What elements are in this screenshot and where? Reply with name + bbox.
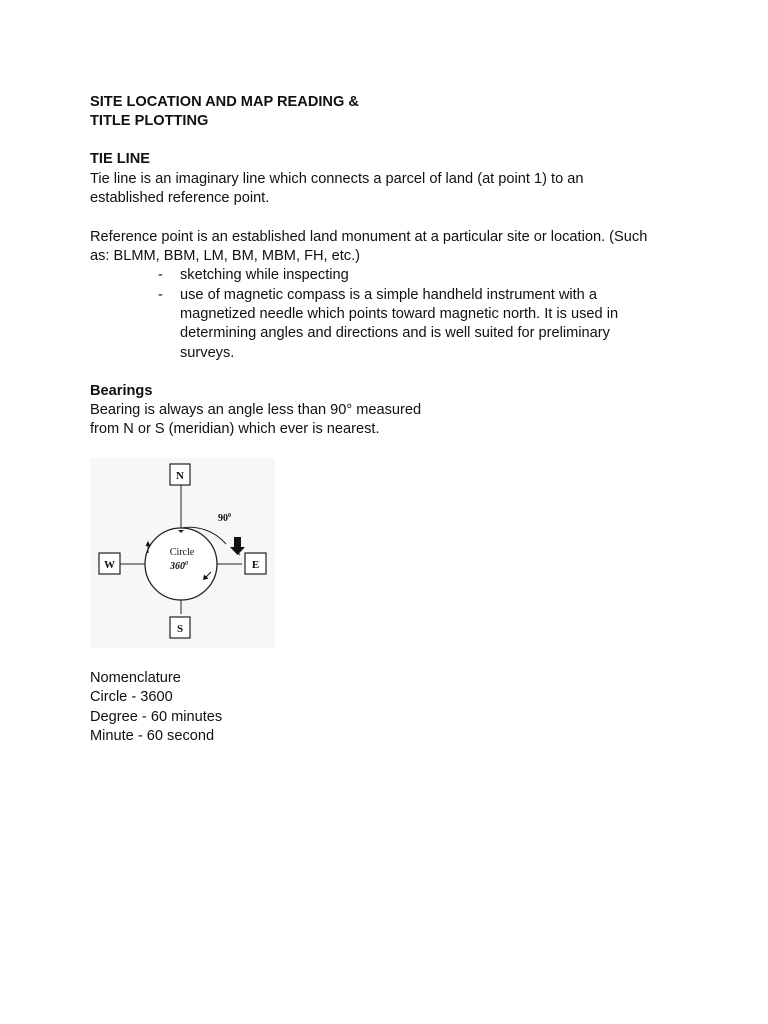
bullet-1-line1: sketching while inspecting [180,267,349,283]
south-box [170,617,190,638]
reference-point-line2: as: BLMM, BBM, LM, BM, MBM, FH, etc.) [90,248,361,264]
tie-line-para1-line1: Tie line is an imaginary line which connects a parcel of land (at point 1) to an [90,171,584,187]
west-box [99,553,120,574]
doc-title-line-2: TITLE PLOTTING [90,113,209,129]
angle-label: $90^0$ [218,513,231,524]
bullet-marker-1: - [158,267,163,283]
east-label: E [251,559,260,571]
bearings-line2: from N or S (meridian) which ever is nearest. [90,421,380,437]
west-label: W [104,559,115,571]
east-box [245,553,266,574]
bearings-line1: Bearing is always an angle less than 90° measured [90,402,422,418]
nomenclature-item-minute: Minute - 60 second [90,728,215,744]
reference-point-line1: Reference point is an established land monument at a particular site or location. (Such [90,229,648,245]
bullet-2-line3: determining angles and directions and is well suited for preliminary [180,325,610,341]
doc-title-line-1: SITE LOCATION AND MAP READING & [90,94,359,110]
nomenclature-item-circle: Circle - 3600 [90,689,173,705]
bullet-marker-2: - [158,287,163,303]
bullet-2-line1: use of magnetic compass is a simple handheld instrument with a [180,287,597,303]
north-box [170,464,190,485]
circle-value: $360^0$ [170,561,188,572]
circle-label: Circle [169,547,195,558]
tie-line-para1-line2: established reference point. [90,190,270,206]
bullet-2-line2: magnetized needle which points toward magnetic north. It is used in [180,306,619,322]
north-label: N [176,470,184,482]
tie-line-heading: TIE LINE [90,151,150,167]
south-label: S [176,623,184,635]
nomenclature-item-degree: Degree - 60 minutes [90,709,223,725]
compass-diagram [90,458,275,648]
bullet-2-line4: surveys. [180,345,235,361]
bearings-heading: Bearings [90,383,153,399]
nomenclature-heading: Nomenclature [90,670,181,686]
